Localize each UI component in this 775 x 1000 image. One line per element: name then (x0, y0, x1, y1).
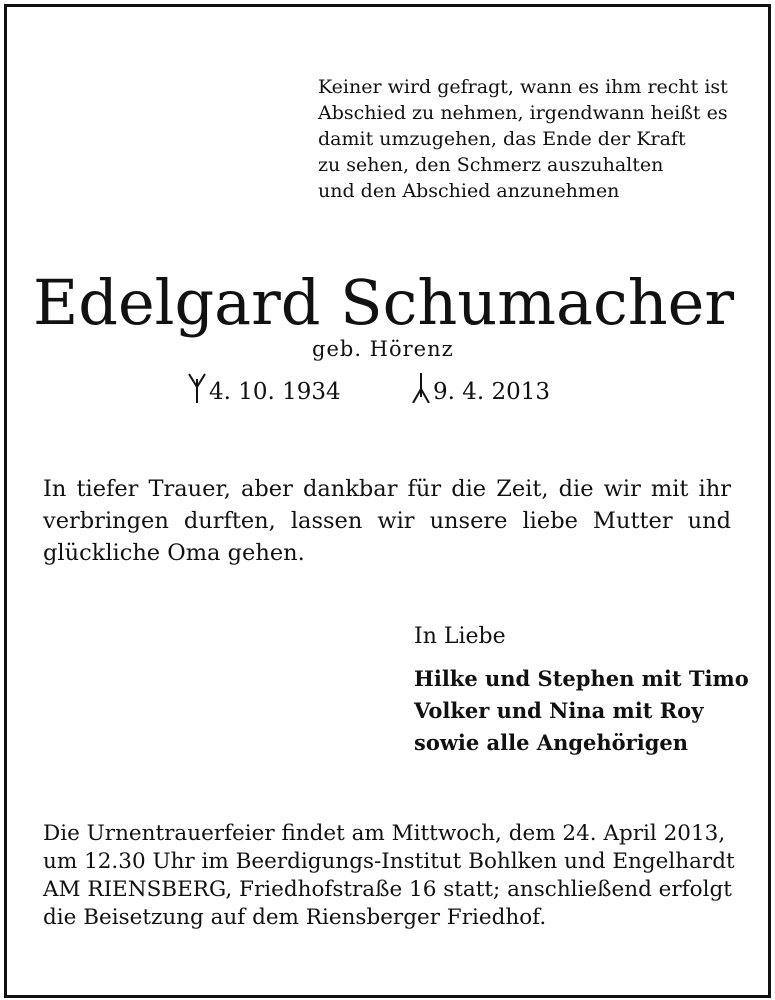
funeral-line: AM RIENSBERG, Friedhofstraße 16 statt; anschließend erfolgt (43, 877, 732, 902)
funeral-details (43, 820, 735, 932)
birth-date: 4. 10. 1934 (209, 379, 341, 405)
message-line: In tiefer Trauer, aber dankbar für die Zeit, die wir mit ihr (43, 476, 731, 502)
death-rune-icon (412, 373, 430, 403)
birth-rune-icon (188, 373, 206, 403)
death-date-row (412, 373, 550, 407)
death-date: 9. 4. 2013 (433, 379, 551, 405)
poem-line: Abschied zu nehmen, irgendwann heißt es (318, 102, 728, 124)
maiden-name: geb. Hörenz (312, 337, 454, 361)
mourning-message (43, 473, 731, 569)
mourners-list (414, 663, 749, 759)
poem-line: und den Abschied anzunehmen (318, 180, 620, 202)
message-line: verbringen durften, lassen wir unsere liebe Mutter und (43, 508, 731, 534)
mourner-line: sowie alle Angehörigen (414, 730, 689, 755)
closing-phrase: In Liebe (414, 624, 506, 649)
mourner-line: Hilke und Stephen mit Timo (414, 666, 749, 691)
poem-line: zu sehen, den Schmerz auszuhalten (318, 154, 664, 176)
message-line: glückliche Oma gehen. (43, 540, 305, 566)
poem-line: damit umzugehen, das Ende der Kraft (318, 128, 686, 150)
poem (318, 74, 728, 204)
birth-date-row (188, 373, 341, 407)
funeral-line: Die Urnentrauerfeier findet am Mittwoch, dem 24. April 2013, (43, 821, 726, 846)
mourner-line: Volker und Nina mit Roy (414, 698, 704, 723)
funeral-line: die Beisetzung auf dem Riensberger Friedhof. (43, 905, 547, 930)
poem-line: Keiner wird gefragt, wann es ihm recht ist (318, 76, 728, 98)
deceased-name: Edelgard Schumacher (33, 266, 734, 339)
funeral-line: um 12.30 Uhr im Beerdigungs-Institut Bohlken und Engelhardt (43, 849, 735, 874)
